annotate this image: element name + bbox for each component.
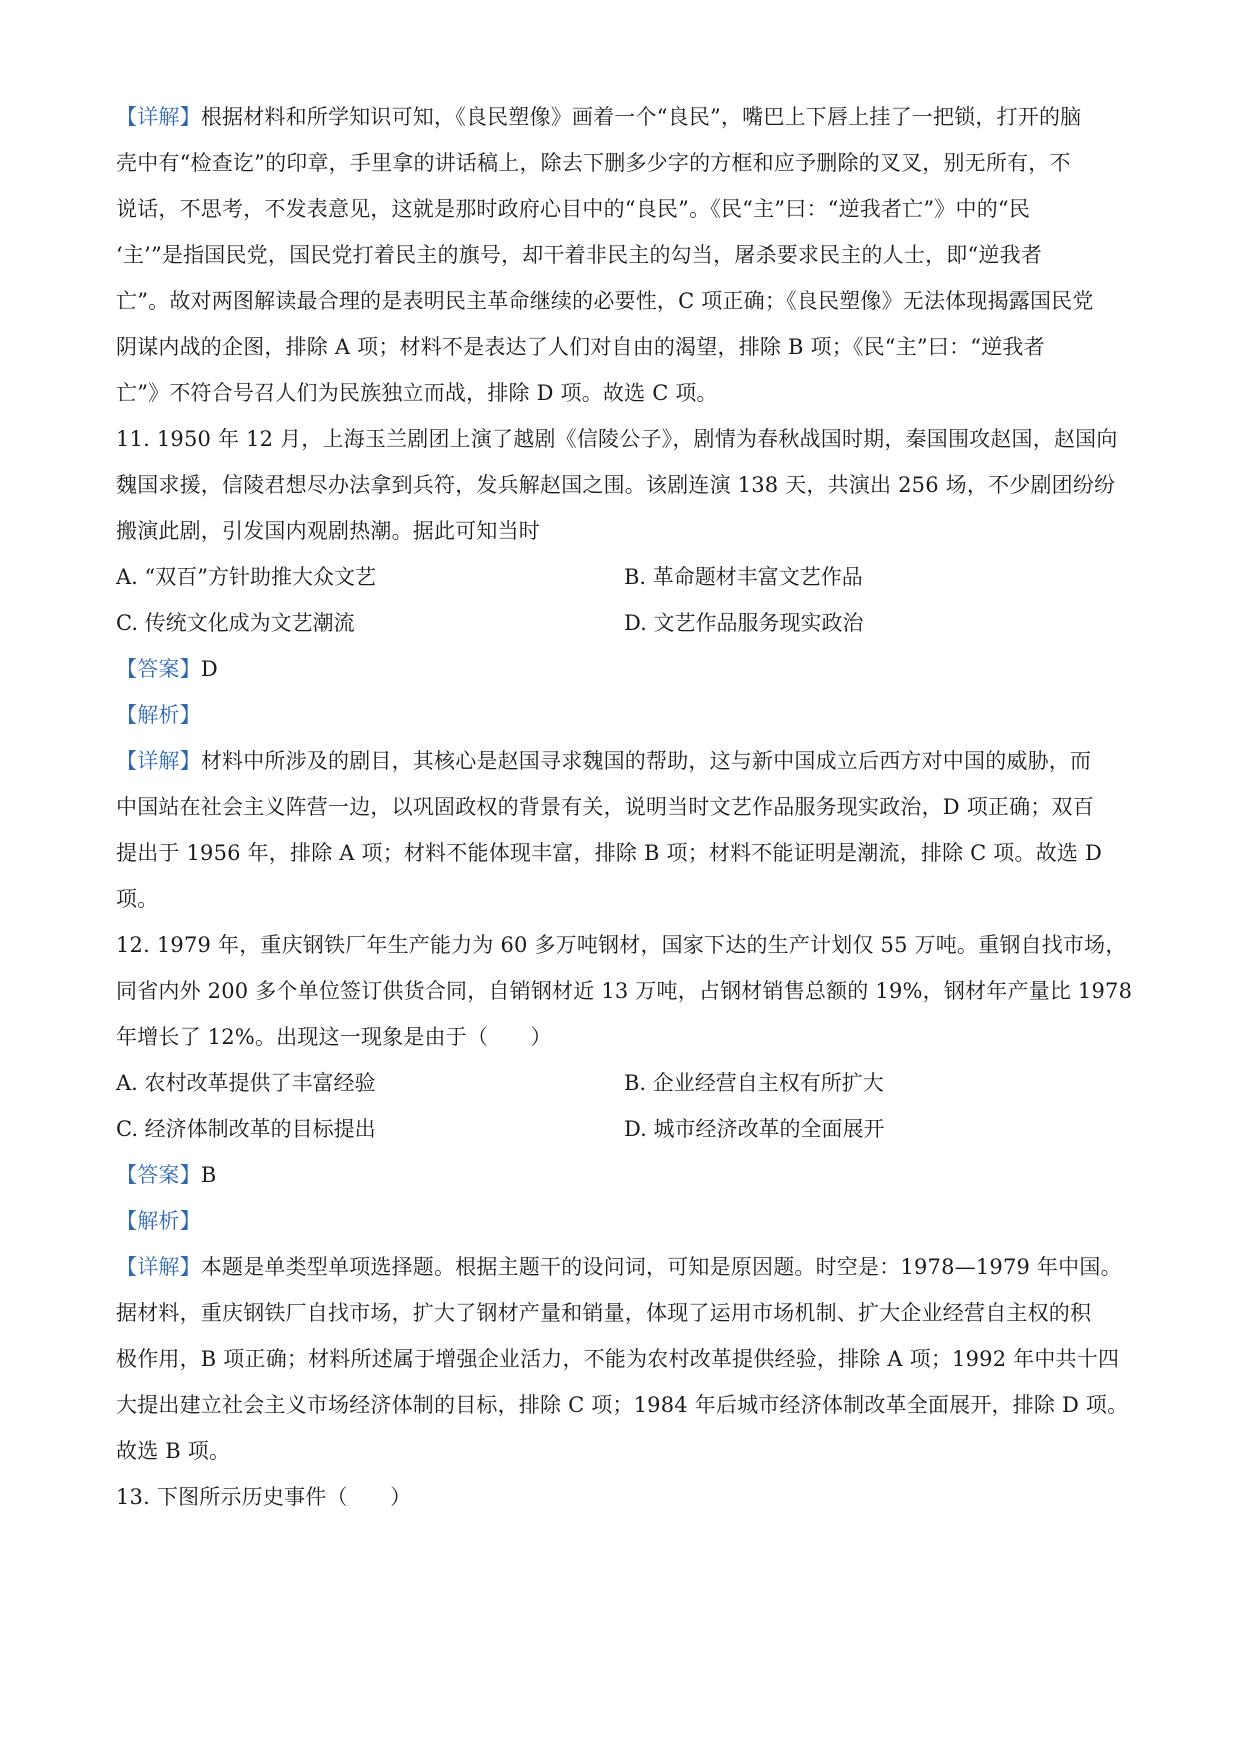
q11-options-row-2	[116, 600, 1128, 646]
q11-analysis-tag: 【解析】	[116, 703, 201, 727]
detail-tag: 【详解】	[116, 749, 201, 773]
q11-detail-line-2: 中国站在社会主义阵营一边，以巩固政权的背景有关，说明当时文艺作品服务现实政治，D 项正确；双百	[116, 795, 1094, 819]
q12-option-b: B. 企业经营自主权有所扩大	[624, 1071, 884, 1095]
q12-detail-line-5: 故选 B 项。	[116, 1439, 231, 1463]
q12-stem-line-2: 同省内外 200 多个单位签订供货合同，自销钢材近 13 万吨，占钢材销售总额的 19%，钢材年产量比 1978	[116, 979, 1133, 1003]
question-11	[116, 416, 1128, 922]
q11-stem-line-3: 搬演此剧，引发国内观剧热潮。据此可知当时	[116, 519, 540, 543]
q10-detail-line-2: 壳中有“检查讫”的印章，手里拿的讲话稿上，除去下删多少字的方框和应予删除的叉叉，别无所有，不	[116, 151, 1071, 175]
q11-answer	[116, 646, 1128, 692]
q11-detail-line-3: 提出于 1956 年，排除 A 项；材料不能体现丰富，排除 B 项；材料不能证明是潮流，排除 C 项。故选 D	[116, 841, 1103, 865]
q10-detail-line-7: 亡”》不符合号召人们为民族独立而战，排除 D 项。故选 C 项。	[116, 381, 718, 405]
answer-value: D	[200, 657, 218, 681]
q12-options-row-1	[116, 1060, 1128, 1106]
q11-stem-line-2: 魏国求援，信陵君想尽办法拿到兵符，发兵解赵国之围。该剧连演 138 天，共演出 256 场，不少剧团纷纷	[116, 473, 1116, 497]
q11-detail-line-1	[116, 738, 1128, 784]
detail-text: 本题是单类型单项选择题。根据主题干的设问词，可知是原因题。时空是：1978—1979 年中国。	[200, 1255, 1122, 1279]
question-12	[116, 922, 1133, 1474]
q13-stem-line-1: 13. 下图所示历史事件（ ）	[116, 1485, 412, 1509]
detail-tag: 【详解】	[116, 1255, 201, 1279]
q10-detail-line-6: 阴谋内战的企图，排除 A 项；材料不是表达了人们对自由的渴望，排除 B 项；《民“主”曰：“逆我者	[116, 335, 1045, 359]
q12-option-c: C. 经济体制改革的目标提出	[116, 1117, 376, 1141]
q11-detail-line-4: 项。	[116, 887, 159, 911]
answer-value: B	[200, 1163, 217, 1187]
answer-tag: 【答案】	[116, 657, 201, 681]
q12-detail-line-2: 据材料，重庆钢铁厂自找市场，扩大了钢材产量和销量，体现了运用市场机制、扩大企业经营自主权的积	[116, 1301, 1092, 1325]
q11-options-row-1	[116, 554, 1128, 600]
detail-tag: 【详解】	[116, 105, 201, 129]
q12-options-row-2	[116, 1106, 1128, 1152]
q11-option-c: C. 传统文化成为文艺潮流	[116, 611, 355, 635]
q12-detail-line-4: 大提出建立社会主义市场经济体制的目标，排除 C 项；1984 年后城市经济体制改革全面展开，排除 D 项。	[116, 1393, 1129, 1417]
q12-option-d: D. 城市经济改革的全面展开	[624, 1117, 885, 1141]
q10-detail-line-5: 亡”。故对两图解读最合理的是表明民主革命继续的必要性，C 项正确；《良民塑像》无法体现揭露国民党	[116, 289, 1094, 313]
q12-analysis-tag: 【解析】	[116, 1209, 201, 1233]
q11-option-d: D. 文艺作品服务现实政治	[624, 611, 864, 635]
q10-detail-line-1	[116, 94, 1128, 140]
q11-option-b: B. 革命题材丰富文艺作品	[624, 565, 863, 589]
detail-text: 根据材料和所学知识可知，《良民塑像》画着一个“良民”，嘴巴上下唇上挂了一把锁，打开的脑	[200, 105, 1082, 129]
q10-detail	[116, 94, 1128, 416]
q11-option-a: A. “双百”方针助推大众文艺	[116, 565, 376, 589]
q12-stem-line-1: 12. 1979 年，重庆钢铁厂年生产能力为 60 多万吨钢材，国家下达的生产计划仅 55 万吨。重钢自找市场，	[116, 933, 1127, 957]
q12-stem-line-3: 年增长了 12%。出现这一现象是由于（ ）	[116, 1025, 552, 1049]
q12-option-a: A. 农村改革提供了丰富经验	[116, 1071, 376, 1095]
answer-tag: 【答案】	[116, 1163, 201, 1187]
q10-detail-line-3: 说话，不思考，不发表意见，这就是那时政府心目中的“良民”。《民“主”曰：“逆我者亡”》中的“民	[116, 197, 1031, 221]
q11-stem-line-1: 11. 1950 年 12 月，上海玉兰剧团上演了越剧《信陵公子》，剧情为春秋战国时期，秦国围攻赵国，赵国向	[116, 427, 1118, 451]
detail-text: 材料中所涉及的剧目，其核心是赵国寻求魏国的帮助，这与新中国成立后西方对中国的威胁，而	[200, 749, 1092, 773]
question-13	[116, 1474, 1128, 1520]
q12-detail-line-1	[116, 1244, 1128, 1290]
document-content	[116, 94, 1133, 1520]
q12-detail-line-3: 极作用，B 项正确；材料所述属于增强企业活力，不能为农村改革提供经验，排除 A 项；1992 年中共十四	[116, 1347, 1120, 1371]
q10-detail-line-4: ‘主’”是指国民党，国民党打着民主的旗号，却干着非民主的勾当，屠杀要求民主的人士，即“逆我者	[116, 243, 1043, 267]
q12-answer	[116, 1152, 1128, 1198]
